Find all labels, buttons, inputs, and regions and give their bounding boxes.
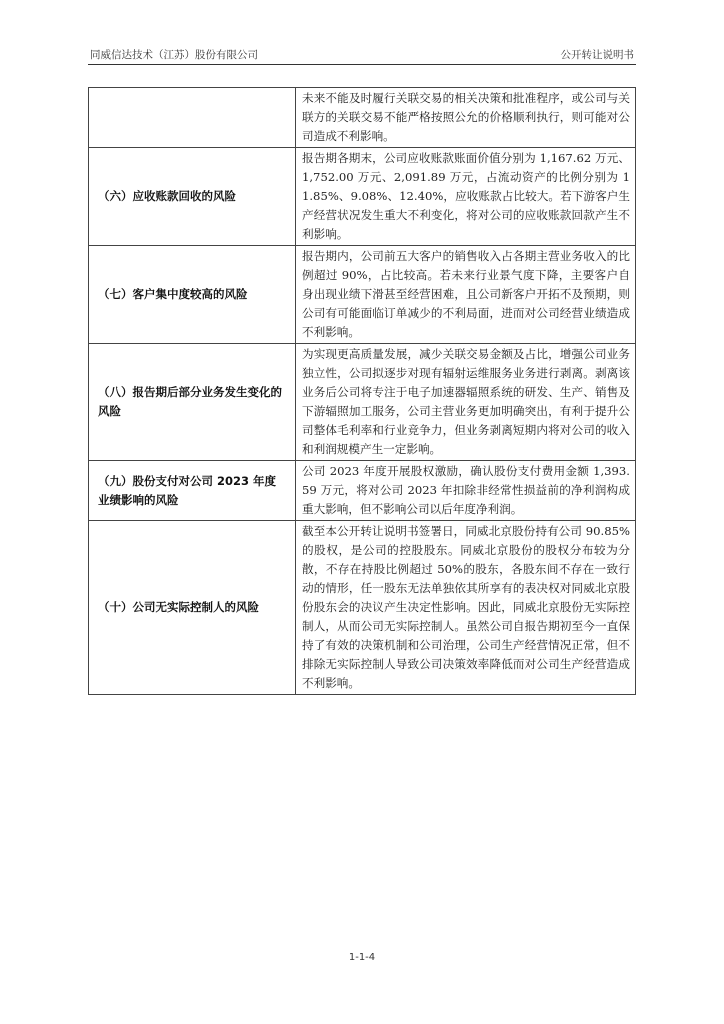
risk-description-cell: 为实现更高质量发展，减少关联交易金额及占比，增强公司业务独立性，公司拟逐步对现有辐射运维服务业务进行剥离。剥离该业务后公司将专注于电子加速器辐照系统的研发、生产、销售及下游辐照加工服务，公司主营业务更加明确突出，有利于提升公司整体毛利率和行业竞争力，但业务剥离短期内将对公司的收入和利润规模产生一定影响。: [296, 344, 636, 461]
risk-title-cell: [89, 88, 296, 148]
page-header: [88, 46, 636, 65]
risk-title-cell: （八）报告期后部分业务发生变化的风险: [89, 344, 296, 461]
risk-description-cell: 未来不能及时履行关联交易的相关决策和批准程序，或公司与关联方的关联交易不能严格按照公允的价格顺利执行，则可能对公司造成不利影响。: [296, 88, 636, 148]
risk-factors-table: [88, 87, 636, 695]
page-number: 1-1-4: [348, 952, 376, 963]
table-row: [89, 461, 636, 521]
header-document-title: 公开转让说明书: [560, 49, 634, 61]
risk-title-cell: （十）公司无实际控制人的风险: [89, 521, 296, 695]
risk-title-cell: （七）客户集中度较高的风险: [89, 246, 296, 344]
header-company-name: 同威信达技术（江苏）股份有限公司: [90, 49, 258, 61]
risk-description-cell: 报告期内，公司前五大客户的销售收入占各期主营业务收入的比例超过 90%，占比较高。若未来行业景气度下降，主要客户自身出现业绩下滑甚至经营困难，且公司新客户开拓不及预期，则公司有可能面临订单减少的不利局面，进而对公司经营业绩造成不利影响。: [296, 246, 636, 344]
risk-description-cell: 公司 2023 年度开展股权激励，确认股份支付费用金额 1,393.59 万元，将对公司 2023 年扣除非经常性损益前的净利润构成重大影响，但不影响公司以后年度净利润。: [296, 461, 636, 521]
risk-description-cell: 截至本公开转让说明书签署日，同威北京股份持有公司 90.85%的股权，是公司的控股股东。同威北京股份的股权分布较为分散，不存在持股比例超过 50%的股东，各股东间不存在一致行动的情形，任一股东无法单独依其所享有的表决权对同威北京股份股东会的决议产生决定性影响。因此，同威北京股份无实际控制人，从而公司无实际控制人。虽然公司自报告期初至今一直保持了有效的决策机制和公司治理，公司生产经营情况正常，但不排除无实际控制人导致公司决策效率降低而对公司生产经营造成不利影响。: [296, 521, 636, 695]
risk-title-cell: （九）股份支付对公司 2023 年度业绩影响的风险: [89, 461, 296, 521]
table-row: [89, 88, 636, 148]
table-row: [89, 521, 636, 695]
table-row: [89, 246, 636, 344]
risk-description-cell: 报告期各期末，公司应收账款账面价值分别为 1,167.62 万元、1,752.00 万元、2,091.89 万元，占流动资产的比例分别为 11.85%、9.08%、12.40%，应收账款占比较大。若下游客户生产经营状况发生重大不利变化，将对公司的应收账款回款产生不利影响。: [296, 148, 636, 246]
risk-title-cell: （六）应收账款回收的风险: [89, 148, 296, 246]
table-row: [89, 344, 636, 461]
table-row: [89, 148, 636, 246]
